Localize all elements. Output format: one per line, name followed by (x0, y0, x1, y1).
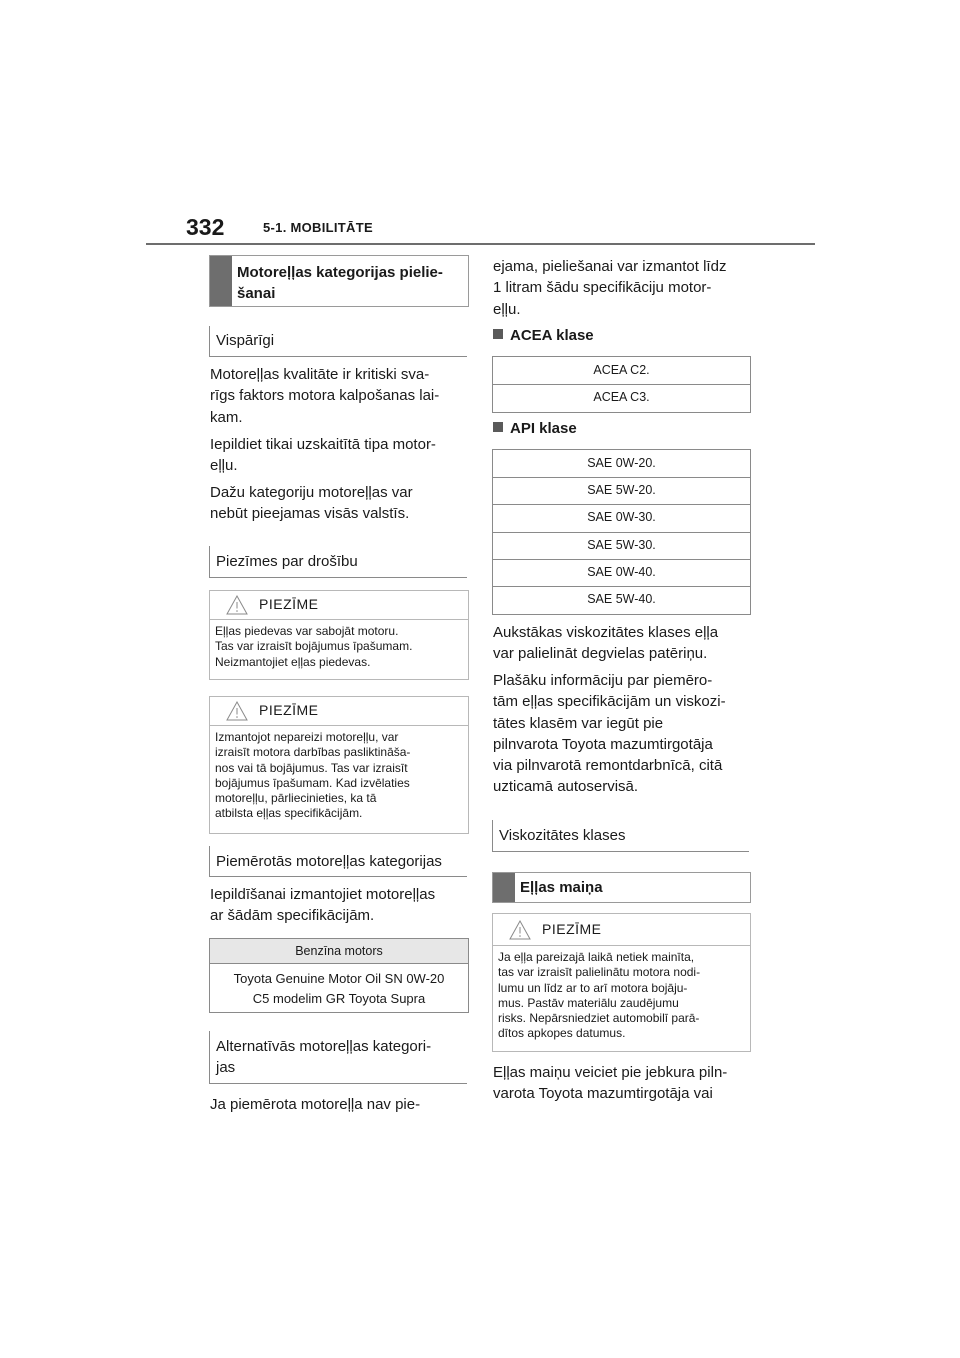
notice-text: Eļļas piedevas var sabojāt motoru. Tas var izraisīt bojājumus īpašumam. Neizmantojiet eļļas piedevas. (215, 624, 413, 669)
notice-label: PIEZĪME (542, 921, 602, 937)
paragraph-quality: Motoreļļas kvalitāte ir kritiski sva- rīgs faktors motora kalpošanas lai- kam. (210, 366, 440, 426)
notice-box-oil-change (492, 913, 751, 1052)
subheading-text: Alternatīvās motoreļļas kategori- jas (216, 1038, 432, 1076)
heading-acea: ACEA klase (493, 327, 594, 344)
table-cell: ACEA C2. (593, 363, 650, 377)
paragraph-alternative-cont: ejama, pieliešanai var izmantot līdz 1 litram šādu specifikāciju motor- eļļu. (493, 258, 727, 318)
square-bullet-icon (493, 329, 503, 339)
table-cell: SAE 0W-30. (587, 510, 656, 524)
page-number: 332 (186, 214, 225, 240)
table-cell: ACEA C3. (593, 390, 650, 404)
table-cell: SAE 5W-40. (587, 592, 656, 606)
notice-box-incorrect-oil (209, 696, 469, 834)
subheading-safety (209, 546, 467, 578)
heading-box-oil-change (492, 872, 751, 903)
notice-box-additives (209, 590, 469, 680)
paragraph-viscosity: Aukstākas viskozitātes klases eļļa var palielināt degvielas patēriņu. (493, 624, 719, 663)
section-title: 5-1. MOBILITĀTE (263, 220, 373, 235)
table-cell: SAE 0W-20. (587, 456, 656, 470)
subheading-viscosity-classes (492, 820, 749, 852)
subheading-text: Piezīmes par drošību (216, 553, 358, 570)
subheading-text: Vispārīgi (216, 332, 275, 349)
subheading-alternative (209, 1031, 467, 1084)
table-cell: SAE 5W-30. (587, 538, 656, 552)
table-acea (492, 356, 751, 413)
table-cell: SAE 5W-20. (587, 483, 656, 497)
paragraph-specifications: Iepildīšanai izmantojiet motoreļļas ar šādām specifikācijām. (210, 886, 436, 925)
heading-bar (493, 873, 515, 902)
table-petrol-engine (209, 938, 469, 1013)
heading-box-oil-categories (209, 255, 469, 307)
notice-label: PIEZĪME (259, 702, 319, 718)
warning-triangle-icon (226, 595, 248, 615)
header-rule (146, 243, 815, 245)
paragraph-more-info: Plašāku informāciju par piemēro- tām eļļas specifikācijām un viskozi- tātes klasēm var iegūt pie pilnvarota Toyota mazumtirgotāja via pilnvarotā remontdarbnīcā, citā uzticamā autoservisā. (493, 672, 726, 796)
notice-text: Ja eļļa pareizajā laikā netiek mainīta, tas var izraisīt palielinātu motora nodi- lumu un līdz ar to arī motora bojāju- mus. Pastāv materiālu zaudējumu risks. Nepārsniedziet automobilī parā- dītos apkopes datumus. (498, 950, 701, 1041)
heading-text: Eļļas maiņa (520, 879, 603, 896)
subheading-text: Piemērotās motoreļļas kategorijas (216, 853, 442, 870)
paragraph-availability: Dažu kategoriju motoreļļas var nebūt pieejamas visās valstīs. (210, 484, 413, 523)
square-bullet-icon (493, 422, 503, 432)
warning-triangle-icon (509, 920, 531, 940)
table-cell: Toyota Genuine Motor Oil SN 0W-20 (233, 971, 445, 986)
subheading-text: Viskozitātes klases (499, 827, 626, 844)
table-cell: C5 modelim GR Toyota Supra (252, 991, 426, 1006)
paragraph-alternative: Ja piemērota motoreļļa nav pie- (210, 1096, 421, 1113)
notice-label: PIEZĪME (259, 596, 319, 612)
paragraph-oil-change: Eļļas maiņu veiciet pie jebkura piln- varota Toyota mazumtirgotāja vai (493, 1064, 728, 1103)
heading-api: API klase (493, 420, 577, 437)
warning-triangle-icon (226, 701, 248, 721)
table-header: Benzīna motors (295, 944, 383, 958)
heading-bar (210, 256, 232, 306)
subheading-suitable (209, 846, 467, 877)
table-cell: SAE 0W-40. (587, 565, 656, 579)
heading-text: Motoreļļas kategorijas pielie- šanai (237, 264, 443, 302)
table-api (492, 449, 751, 615)
paragraph-fill: Iepildiet tikai uzskaitītā tipa motor- eļļu. (210, 436, 436, 475)
notice-text: Izmantojot nepareizi motoreļļu, var izraisīt motora darbības pasliktināša- nos vai tā bojājumus. Tas var izraisīt bojājumus īpašumam. Kad izvēlaties motoreļļu, pārliecinieties, ka tā atbilsta eļļas specifikācijām. (215, 730, 411, 821)
subheading-general (209, 326, 467, 357)
